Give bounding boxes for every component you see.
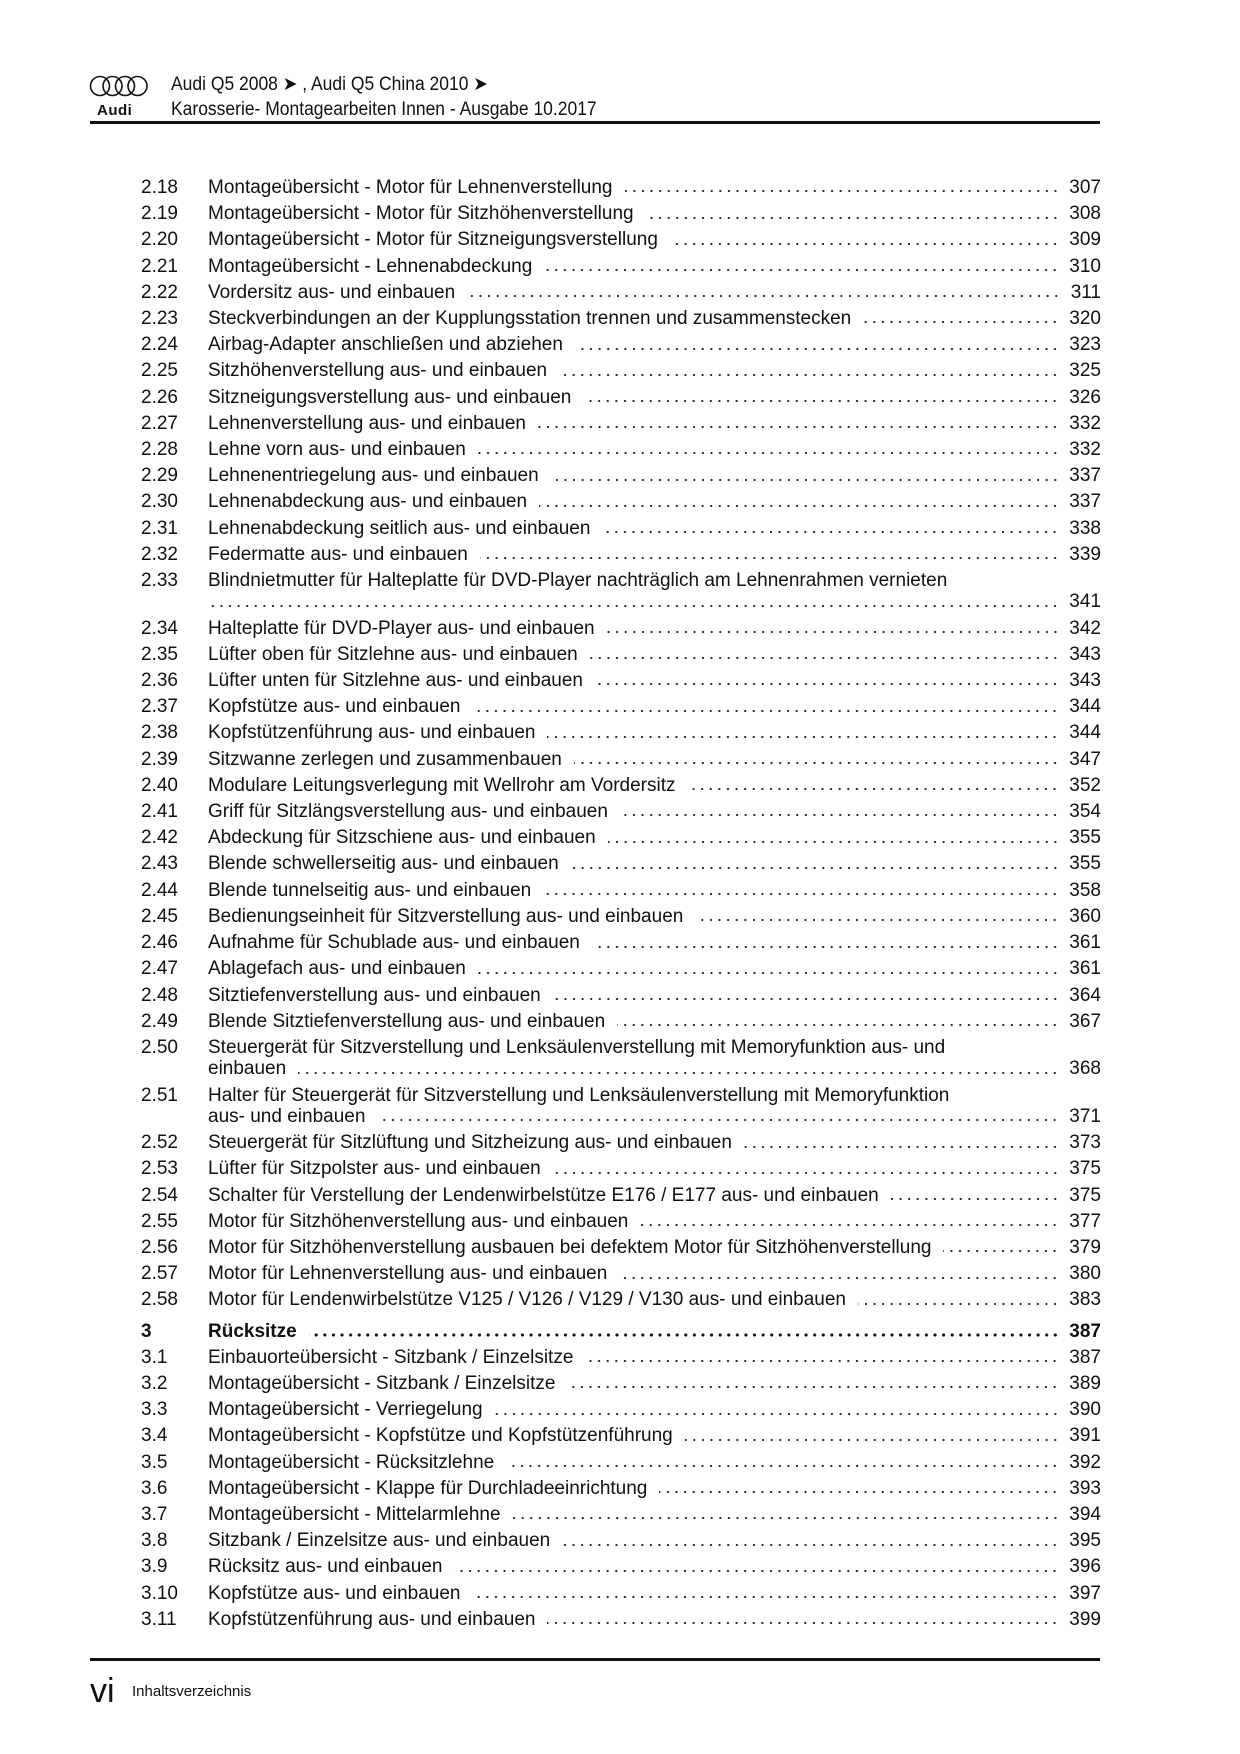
toc-entry[interactable] <box>141 360 1101 386</box>
toc-entry-title: Halteplatte für DVD-Player aus- und einbauen <box>208 617 595 639</box>
toc-entry-number: 2.41 <box>141 801 178 823</box>
dot-leader <box>625 189 1060 193</box>
toc-entry-number: 2.33 <box>141 570 178 592</box>
toc-entry-page: 395 <box>1069 1530 1101 1552</box>
dot-leader <box>547 1621 1059 1625</box>
toc-entry-number: 2.22 <box>141 281 178 303</box>
toc-entry-number: 2.21 <box>141 255 178 277</box>
toc-entry-title: Griff für Sitzlängsverstellung aus- und einbauen <box>208 801 608 823</box>
toc-entry-page: 310 <box>1069 255 1101 277</box>
toc-entry-page: 375 <box>1069 1158 1101 1180</box>
dot-leader <box>602 530 1059 534</box>
toc-entry-page: 309 <box>1069 229 1101 251</box>
toc-entry[interactable] <box>141 1609 1101 1635</box>
toc-entry-number: 3 <box>141 1320 152 1342</box>
toc-entry[interactable] <box>141 229 1101 255</box>
toc-entry[interactable] <box>141 282 1101 308</box>
toc-entry-number: 2.30 <box>141 491 178 513</box>
toc-entry-number: 2.53 <box>141 1158 178 1180</box>
toc-entry-page: 355 <box>1069 827 1101 849</box>
toc-entry-title: Blindnietmutter für Halteplatte für DVD-Player nachträglich am Lehnenrahmen vernieten <box>208 570 948 592</box>
toc-entry[interactable] <box>141 308 1101 334</box>
footer-label: Inhaltsverzeichnis <box>132 1683 252 1700</box>
toc-entry[interactable] <box>141 1373 1101 1399</box>
toc-entry-page: 332 <box>1069 439 1101 461</box>
toc-entry-page: 396 <box>1069 1556 1101 1578</box>
header-rule <box>90 121 1100 124</box>
toc-entry-page: 387 <box>1069 1346 1101 1368</box>
dot-leader <box>467 294 1061 298</box>
toc-entry-title: Ablagefach aus- und einbauen <box>208 958 466 980</box>
toc-entry[interactable] <box>141 880 1101 906</box>
toc-entry-title: Kopfstütze aus- und einbauen <box>208 696 461 718</box>
toc-entry[interactable] <box>141 544 1101 570</box>
toc-entry-title: Motor für Lendenwirbelstütze V125 / V126 / V129 / V130 aus- und einbauen <box>208 1289 846 1311</box>
audi-rings-logo <box>89 74 149 98</box>
dot-leader <box>640 1223 1059 1227</box>
toc-entry-page: 337 <box>1069 491 1101 513</box>
toc-entry[interactable] <box>141 1085 1101 1133</box>
toc-entry[interactable] <box>141 177 1101 203</box>
toc-entry[interactable] <box>141 932 1101 958</box>
audi-wordmark: Audi <box>97 102 133 119</box>
dot-leader <box>309 1333 1060 1337</box>
dot-leader <box>567 1385 1059 1389</box>
toc-entry[interactable] <box>141 1237 1101 1263</box>
toc-entry-number: 2.31 <box>141 517 178 539</box>
toc-entry-title: Modulare Leitungsverlegung mit Wellrohr am Vordersitz <box>208 774 676 796</box>
toc-entry-title: Aufnahme für Schublade aus- und einbauen <box>208 932 580 954</box>
toc-entry-page: 379 <box>1069 1236 1101 1258</box>
dot-leader <box>617 1023 1059 1027</box>
dot-leader <box>551 478 1060 482</box>
toc-entry-title: Halter für Steuergerät für Sitzverstellung und Lenksäulenverstellung mit Memoryfunktion <box>208 1084 950 1106</box>
header-manual-title: Karosserie- Montagearbeiten Innen - Ausgabe 10.2017 <box>171 99 597 120</box>
toc-entry-page: 383 <box>1069 1289 1101 1311</box>
toc-entry-page: 320 <box>1069 308 1101 330</box>
toc-entry-page: 342 <box>1069 617 1101 639</box>
dot-leader <box>575 347 1059 351</box>
toc-entry-title: Montageübersicht - Klappe für Durchladeeinrichtung <box>208 1477 648 1499</box>
toc-entry-page: 389 <box>1069 1372 1101 1394</box>
toc-section-entry[interactable] <box>141 1321 1101 1347</box>
dot-leader <box>687 787 1059 791</box>
toc-entry-number: 2.27 <box>141 412 178 434</box>
toc-entry-number: 2.45 <box>141 905 178 927</box>
dot-leader <box>538 425 1059 429</box>
dot-leader <box>863 320 1059 324</box>
toc-entry-number: 2.35 <box>141 643 178 665</box>
toc-entry-number: 3.9 <box>141 1556 168 1578</box>
dot-leader <box>607 630 1060 634</box>
dot-leader <box>377 1118 1059 1122</box>
toc-entry-number: 2.38 <box>141 722 178 744</box>
toc-entry-number: 3.6 <box>141 1477 168 1499</box>
dot-leader <box>495 1412 1060 1416</box>
toc-entry-title-continued: einbauen <box>208 1058 287 1080</box>
toc-entry-number: 2.36 <box>141 670 178 692</box>
dot-leader <box>583 399 1059 403</box>
toc-entry-title: Vordersitz aus- und einbauen <box>208 281 456 303</box>
toc-entry-number: 2.28 <box>141 439 178 461</box>
toc-entry-page: 380 <box>1069 1263 1101 1285</box>
toc-entry-number: 2.25 <box>141 360 178 382</box>
toc-entry-page: 368 <box>1069 1058 1101 1080</box>
toc-entry[interactable] <box>141 853 1101 879</box>
toc-entry-title: Sitztiefenverstellung aus- und einbauen <box>208 984 541 1006</box>
dot-leader <box>646 216 1060 220</box>
toc-entry[interactable] <box>141 1158 1101 1184</box>
toc-entry[interactable] <box>141 775 1101 801</box>
toc-entry-title: Lehnenabdeckung seitlich aus- und einbauen <box>208 517 591 539</box>
dot-leader <box>619 1276 1059 1280</box>
toc-entry-title: Motor für Sitzhöhenverstellung ausbauen bei defektem Motor für Sitzhöhenverstellung <box>208 1236 932 1258</box>
toc-entry-title: Blende tunnelseitig aus- und einbauen <box>208 879 532 901</box>
toc-entry-number: 2.39 <box>141 748 178 770</box>
toc-entry[interactable] <box>141 1263 1101 1289</box>
toc-entry[interactable] <box>141 1037 1101 1085</box>
dot-leader <box>454 1569 1059 1573</box>
footer-rule <box>90 1658 1100 1661</box>
toc-entry[interactable] <box>141 570 1101 618</box>
toc-entry-page: 361 <box>1069 932 1101 954</box>
toc-entry-number: 2.56 <box>141 1236 178 1258</box>
toc-entry-title: Steuergerät für Sitzverstellung und Lenksäulenverstellung mit Memoryfunktion aus- und <box>208 1036 946 1058</box>
dot-leader <box>506 1464 1059 1468</box>
dot-leader <box>590 656 1060 660</box>
toc-entry-title: Lüfter für Sitzpolster aus- und einbauen <box>208 1158 541 1180</box>
toc-entry-number: 3.10 <box>141 1582 178 1604</box>
toc-entry[interactable] <box>141 491 1101 517</box>
dot-leader <box>562 1543 1059 1547</box>
toc-entry-title: Kopfstützenführung aus- und einbauen <box>208 1608 536 1630</box>
toc-entry-page: 371 <box>1069 1105 1101 1127</box>
toc-entry[interactable] <box>141 749 1101 775</box>
toc-entry[interactable] <box>141 1556 1101 1582</box>
toc-entry-number: 3.5 <box>141 1451 168 1473</box>
toc-entry-page: 355 <box>1069 853 1101 875</box>
toc-entry[interactable] <box>141 1011 1101 1037</box>
toc-entry-page: 399 <box>1069 1608 1101 1630</box>
dot-leader <box>513 1516 1060 1520</box>
toc-entry[interactable] <box>141 1425 1101 1451</box>
dot-leader <box>472 709 1059 713</box>
header-vehicle-models: Audi Q5 2008 ➤ , Audi Q5 China 2010 ➤ <box>171 74 488 95</box>
dot-leader <box>943 1249 1059 1253</box>
toc-entry[interactable] <box>141 256 1101 282</box>
dot-leader <box>298 1071 1059 1075</box>
toc-entry-title: Lehnenverstellung aus- und einbauen <box>208 412 526 434</box>
toc-entry-title: Federmatte aus- und einbauen <box>208 543 468 565</box>
toc-entry[interactable] <box>141 906 1101 932</box>
toc-entry-page: 354 <box>1069 801 1101 823</box>
toc-entry-title: Sitzbank / Einzelsitze aus- und einbauen <box>208 1530 551 1552</box>
toc-entry-title: Lehnenabdeckung aus- und einbauen <box>208 491 528 513</box>
toc-entry-number: 2.34 <box>141 617 178 639</box>
toc-entry-title: Kopfstütze aus- und einbauen <box>208 1582 461 1604</box>
dot-leader <box>620 813 1059 817</box>
dot-leader <box>659 1490 1059 1494</box>
toc-entry[interactable] <box>141 827 1101 853</box>
toc-entry-number: 2.46 <box>141 932 178 954</box>
toc-entry-number: 2.40 <box>141 774 178 796</box>
dot-leader <box>571 866 1060 870</box>
toc-entry-page: 392 <box>1069 1451 1101 1473</box>
dot-leader <box>744 1145 1059 1149</box>
toc-entry-title: Lüfter unten für Sitzlehne aus- und einbauen <box>208 670 583 692</box>
dot-leader <box>553 1171 1060 1175</box>
toc-entry-page: 360 <box>1069 905 1101 927</box>
toc-entry-page: 326 <box>1069 386 1101 408</box>
dot-leader <box>585 1359 1059 1363</box>
toc-entry-number: 3.2 <box>141 1372 168 1394</box>
toc-entry[interactable] <box>141 958 1101 984</box>
table-of-contents <box>141 177 1101 1635</box>
toc-entry-title: Blende Sitztiefenverstellung aus- und einbauen <box>208 1010 606 1032</box>
toc-entry-title: Motor für Sitzhöhenverstellung aus- und einbauen <box>208 1210 629 1232</box>
dot-leader <box>539 504 1059 508</box>
toc-entry[interactable] <box>141 1132 1101 1158</box>
toc-entry[interactable] <box>141 439 1101 465</box>
toc-entry-page: 367 <box>1069 1010 1101 1032</box>
toc-entry-number: 2.42 <box>141 827 178 849</box>
toc-entry-title: Montageübersicht - Sitzbank / Einzelsitze <box>208 1372 556 1394</box>
dot-leader <box>478 971 1060 975</box>
toc-entry-number: 2.26 <box>141 386 178 408</box>
toc-entry-title: Kopfstützenführung aus- und einbauen <box>208 722 536 744</box>
toc-entry[interactable] <box>141 801 1101 827</box>
toc-entry-number: 2.29 <box>141 465 178 487</box>
toc-entry-title: Einbauorteübersicht - Sitzbank / Einzelsitze <box>208 1346 574 1368</box>
dot-leader <box>858 1302 1059 1306</box>
toc-entry-page: 344 <box>1069 696 1101 718</box>
toc-entry-page: 339 <box>1069 543 1101 565</box>
dot-leader <box>480 556 1059 560</box>
toc-entry-page: 337 <box>1069 465 1101 487</box>
toc-entry-page: 391 <box>1069 1425 1101 1447</box>
toc-entry-page: 393 <box>1069 1477 1101 1499</box>
toc-entry-page: 361 <box>1069 958 1101 980</box>
toc-entry-title: Montageübersicht - Motor für Lehnenverstellung <box>208 177 613 198</box>
dot-leader <box>685 1438 1060 1442</box>
toc-entry-title: Rücksitz aus- und einbauen <box>208 1556 443 1578</box>
toc-entry-page: 341 <box>1069 591 1101 613</box>
toc-entry-number: 2.49 <box>141 1010 178 1032</box>
toc-entry[interactable] <box>141 334 1101 360</box>
toc-entry-number: 2.47 <box>141 958 178 980</box>
toc-entry-title: Montageübersicht - Motor für Sitzhöhenverstellung <box>208 203 634 225</box>
toc-entry-number: 2.55 <box>141 1210 178 1232</box>
toc-entry-number: 2.51 <box>141 1084 178 1106</box>
toc-entry[interactable] <box>141 413 1101 439</box>
toc-entry-page: 394 <box>1069 1503 1101 1525</box>
toc-entry-number: 2.32 <box>141 543 178 565</box>
toc-entry-title: Steuergerät für Sitzlüftung und Sitzheizung aus- und einbauen <box>208 1132 732 1154</box>
dot-leader <box>544 268 1059 272</box>
dot-leader <box>574 761 1059 765</box>
dot-leader <box>670 242 1059 246</box>
toc-entry[interactable] <box>141 1583 1101 1609</box>
toc-entry[interactable] <box>141 670 1101 696</box>
toc-entry[interactable] <box>141 1452 1101 1478</box>
toc-entry-number: 3.7 <box>141 1503 168 1525</box>
toc-entry-title: Lüfter oben für Sitzlehne aus- und einbauen <box>208 643 578 665</box>
toc-entry[interactable] <box>141 203 1101 229</box>
toc-entry[interactable] <box>141 387 1101 413</box>
toc-entry-title: Lehne vorn aus- und einbauen <box>208 439 466 461</box>
toc-entry-number: 2.54 <box>141 1184 178 1206</box>
toc-entry-page: 332 <box>1069 412 1101 434</box>
dot-leader <box>208 604 1059 608</box>
page-number: vi <box>90 1672 115 1710</box>
toc-entry[interactable] <box>141 465 1101 491</box>
toc-entry-title: Montageübersicht - Rücksitzlehne <box>208 1451 495 1473</box>
toc-entry-number: 2.44 <box>141 879 178 901</box>
toc-entry[interactable] <box>141 1347 1101 1373</box>
toc-entry-title: Sitzhöhenverstellung aus- und einbauen <box>208 360 548 382</box>
toc-entry-page: 325 <box>1069 360 1101 382</box>
dot-leader <box>559 373 1059 377</box>
toc-entry-title-continued: aus- und einbauen <box>208 1105 366 1127</box>
toc-entry-title: Blende schwellerseitig aus- und einbauen <box>208 853 559 875</box>
toc-entry-number: 2.19 <box>141 203 178 225</box>
toc-entry-title: Montageübersicht - Motor für Sitzneigungsverstellung <box>208 229 658 251</box>
toc-entry-page: 323 <box>1069 334 1101 356</box>
dot-leader <box>478 451 1060 455</box>
toc-entry-title: Steckverbindungen an der Kupplungsstation trennen und zusammenstecken <box>208 308 852 330</box>
toc-entry-number: 2.43 <box>141 853 178 875</box>
dot-leader <box>891 1197 1060 1201</box>
toc-entry-page: 397 <box>1069 1582 1101 1604</box>
toc-entry[interactable] <box>141 696 1101 722</box>
toc-entry-page: 344 <box>1069 722 1101 744</box>
dot-leader <box>608 840 1060 844</box>
toc-entry-number: 2.50 <box>141 1036 178 1058</box>
toc-entry-title: Sitzneigungsverstellung aus- und einbauen <box>208 386 572 408</box>
toc-entry[interactable] <box>141 618 1101 644</box>
toc-entry-number: 3.8 <box>141 1530 168 1552</box>
toc-entry-page: 343 <box>1069 643 1101 665</box>
toc-entry-page: 373 <box>1069 1132 1101 1154</box>
toc-entry[interactable] <box>141 1289 1101 1315</box>
toc-entry-number: 3.4 <box>141 1425 168 1447</box>
toc-entry-number: 3.3 <box>141 1399 168 1421</box>
toc-entry-page: 352 <box>1069 774 1101 796</box>
toc-entry-title: Montageübersicht - Mittelarmlehne <box>208 1503 501 1525</box>
toc-entry-title: Schalter für Verstellung der Lendenwirbelstütze E176 / E177 aus- und einbauen <box>208 1184 879 1206</box>
toc-entry[interactable] <box>141 1478 1101 1504</box>
toc-entry-title: Lehnenentriegelung aus- und einbauen <box>208 465 539 487</box>
toc-entry-page: 308 <box>1069 203 1101 225</box>
toc-entry-title: Montageübersicht - Kopfstütze und Kopfstützenführung <box>208 1425 673 1447</box>
toc-entry[interactable] <box>141 1185 1101 1211</box>
toc-entry-number: 2.57 <box>141 1263 178 1285</box>
toc-entry-number: 2.18 <box>141 177 178 198</box>
toc-entry-number: 2.58 <box>141 1289 178 1311</box>
toc-entry-number: 2.23 <box>141 308 178 330</box>
dot-leader <box>595 682 1059 686</box>
toc-entry-number: 2.52 <box>141 1132 178 1154</box>
toc-entry-title: Montageübersicht - Lehnenabdeckung <box>208 255 533 277</box>
toc-entry[interactable] <box>141 1399 1101 1425</box>
toc-entry-page: 343 <box>1069 670 1101 692</box>
toc-entry-title: Abdeckung für Sitzschiene aus- und einbauen <box>208 827 596 849</box>
toc-entry[interactable] <box>141 518 1101 544</box>
toc-entry-title: Motor für Lehnenverstellung aus- und einbauen <box>208 1263 608 1285</box>
toc-entry-number: 3.1 <box>141 1346 168 1368</box>
toc-entry-number: 2.48 <box>141 984 178 1006</box>
dot-leader <box>472 1595 1059 1599</box>
toc-entry[interactable] <box>141 1211 1101 1237</box>
toc-entry[interactable] <box>141 1504 1101 1530</box>
toc-entry-page: 377 <box>1069 1210 1101 1232</box>
toc-entry-page: 311 <box>1070 281 1101 303</box>
dot-leader <box>592 945 1059 949</box>
dot-leader <box>553 997 1060 1001</box>
toc-entry-title: Airbag-Adapter anschließen und abziehen <box>208 334 563 356</box>
toc-entry-page: 307 <box>1069 177 1101 198</box>
toc-entry[interactable] <box>141 722 1101 748</box>
toc-entry-title: Montageübersicht - Verriegelung <box>208 1399 483 1421</box>
toc-entry-number: 2.24 <box>141 334 178 356</box>
toc-entry[interactable] <box>141 1530 1101 1556</box>
toc-entry[interactable] <box>141 985 1101 1011</box>
toc-entry-page: 375 <box>1069 1184 1101 1206</box>
toc-entry-title: Bedienungseinheit für Sitzverstellung aus- und einbauen <box>208 905 684 927</box>
toc-entry-number: 2.37 <box>141 696 178 718</box>
toc-entry-page: 387 <box>1069 1320 1101 1342</box>
toc-entry-page: 347 <box>1069 748 1101 770</box>
toc-entry-title: Rücksitze <box>208 1320 297 1342</box>
toc-entry-page: 358 <box>1069 879 1101 901</box>
toc-entry-page: 390 <box>1069 1399 1101 1421</box>
toc-entry[interactable] <box>141 644 1101 670</box>
toc-entry-title: Sitzwanne zerlegen und zusammenbauen <box>208 748 562 770</box>
toc-entry-number: 2.20 <box>141 229 178 251</box>
toc-entry-page: 364 <box>1069 984 1101 1006</box>
dot-leader <box>543 892 1059 896</box>
dot-leader <box>695 918 1059 922</box>
toc-entry-number: 3.11 <box>141 1608 177 1630</box>
dot-leader <box>547 735 1059 739</box>
toc-entry-page: 338 <box>1069 517 1101 539</box>
